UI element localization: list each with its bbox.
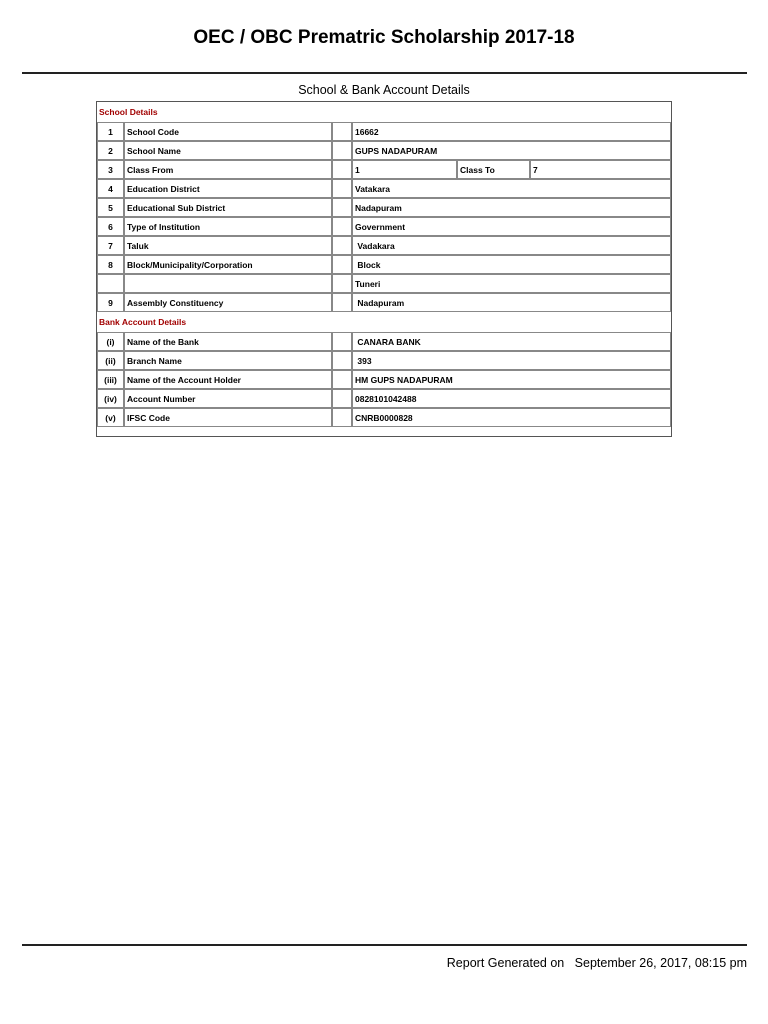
row-spacer [332, 141, 352, 160]
row-value: 1 [352, 160, 457, 179]
row-value-secondary: 7 [530, 160, 671, 179]
row-value: 0828101042488 [352, 389, 671, 408]
row-spacer [332, 408, 352, 427]
row-spacer [332, 179, 352, 198]
row-spacer [332, 198, 352, 217]
row-label-secondary: Class To [457, 160, 530, 179]
row-value: Vadakara [352, 236, 671, 255]
row-spacer [332, 255, 352, 274]
row-value: HM GUPS NADAPURAM [352, 370, 671, 389]
row-number: 3 [97, 160, 124, 179]
row-spacer [332, 332, 352, 351]
row-label: Educational Sub District [124, 198, 332, 217]
row-value: Vatakara [352, 179, 671, 198]
bank-details-row [97, 312, 671, 332]
row-spacer [332, 122, 352, 141]
row-number: 4 [97, 179, 124, 198]
row-number: 7 [97, 236, 124, 255]
row-label [124, 274, 332, 293]
row-label: Name of the Bank [124, 332, 332, 351]
row-label: School Code [124, 122, 332, 141]
row-value: Nadapuram [352, 293, 671, 312]
school-details-heading: School Details [99, 107, 158, 117]
row-number: (i) [97, 332, 124, 351]
top-divider [22, 72, 747, 74]
row-value: Government [352, 217, 671, 236]
details-table-frame [96, 101, 672, 437]
footer-label: Report Generated on [446, 956, 565, 970]
row-value: Block [352, 255, 671, 274]
table-row [97, 141, 671, 160]
row-spacer [332, 293, 352, 312]
row-label: School Name [124, 141, 332, 160]
table-row [97, 122, 671, 141]
row-value: 393 [352, 351, 671, 370]
row-number: (ii) [97, 351, 124, 370]
row-label: Education District [124, 179, 332, 198]
bottom-divider [22, 944, 747, 946]
page-subtitle: School & Bank Account Details [298, 83, 470, 97]
table-row [97, 160, 671, 179]
table-row [97, 255, 671, 274]
row-number: 2 [97, 141, 124, 160]
row-label: Block/Municipality/Corporation [124, 255, 332, 274]
table-row [97, 293, 671, 312]
report-footer [447, 956, 747, 970]
row-spacer [332, 236, 352, 255]
row-label: Taluk [124, 236, 332, 255]
row-value: CANARA BANK [352, 332, 671, 351]
row-spacer [332, 370, 352, 389]
row-value: 16662 [352, 122, 671, 141]
table-row [97, 389, 671, 408]
row-label: Type of Institution [124, 217, 332, 236]
row-number: 8 [97, 255, 124, 274]
table-row [97, 408, 671, 427]
row-value: CNRB0000828 [352, 408, 671, 427]
row-value: Nadapuram [352, 198, 671, 217]
row-number [97, 274, 124, 293]
row-number: (iii) [97, 370, 124, 389]
table-row [97, 332, 671, 351]
details-table [97, 102, 671, 427]
row-number: 6 [97, 217, 124, 236]
table-row [97, 236, 671, 255]
row-spacer [332, 351, 352, 370]
table-row [97, 198, 671, 217]
row-label: Class From [124, 160, 332, 179]
row-spacer [332, 217, 352, 236]
row-value: Tuneri [352, 274, 671, 293]
row-label: IFSC Code [124, 408, 332, 427]
row-label: Assembly Constituency [124, 293, 332, 312]
row-value: GUPS NADAPURAM [352, 141, 671, 160]
row-number: (iv) [97, 389, 124, 408]
row-number: 1 [97, 122, 124, 141]
table-row [97, 217, 671, 236]
school-details-row [97, 102, 671, 122]
row-number: (v) [97, 408, 124, 427]
table-row [97, 179, 671, 198]
row-label: Name of the Account Holder [124, 370, 332, 389]
row-label: Account Number [124, 389, 332, 408]
row-label: Branch Name [124, 351, 332, 370]
page-title: OEC / OBC Prematric Scholarship 2017-18 [193, 27, 575, 48]
bank-details-heading: Bank Account Details [99, 317, 187, 327]
row-number: 5 [97, 198, 124, 217]
footer-date: September 26, 2017, 08:15 pm [574, 956, 747, 970]
row-spacer [332, 160, 352, 179]
table-row [97, 370, 671, 389]
table-row [97, 274, 671, 293]
table-row [97, 351, 671, 370]
row-spacer [332, 389, 352, 408]
row-number: 9 [97, 293, 124, 312]
row-spacer [332, 274, 352, 293]
